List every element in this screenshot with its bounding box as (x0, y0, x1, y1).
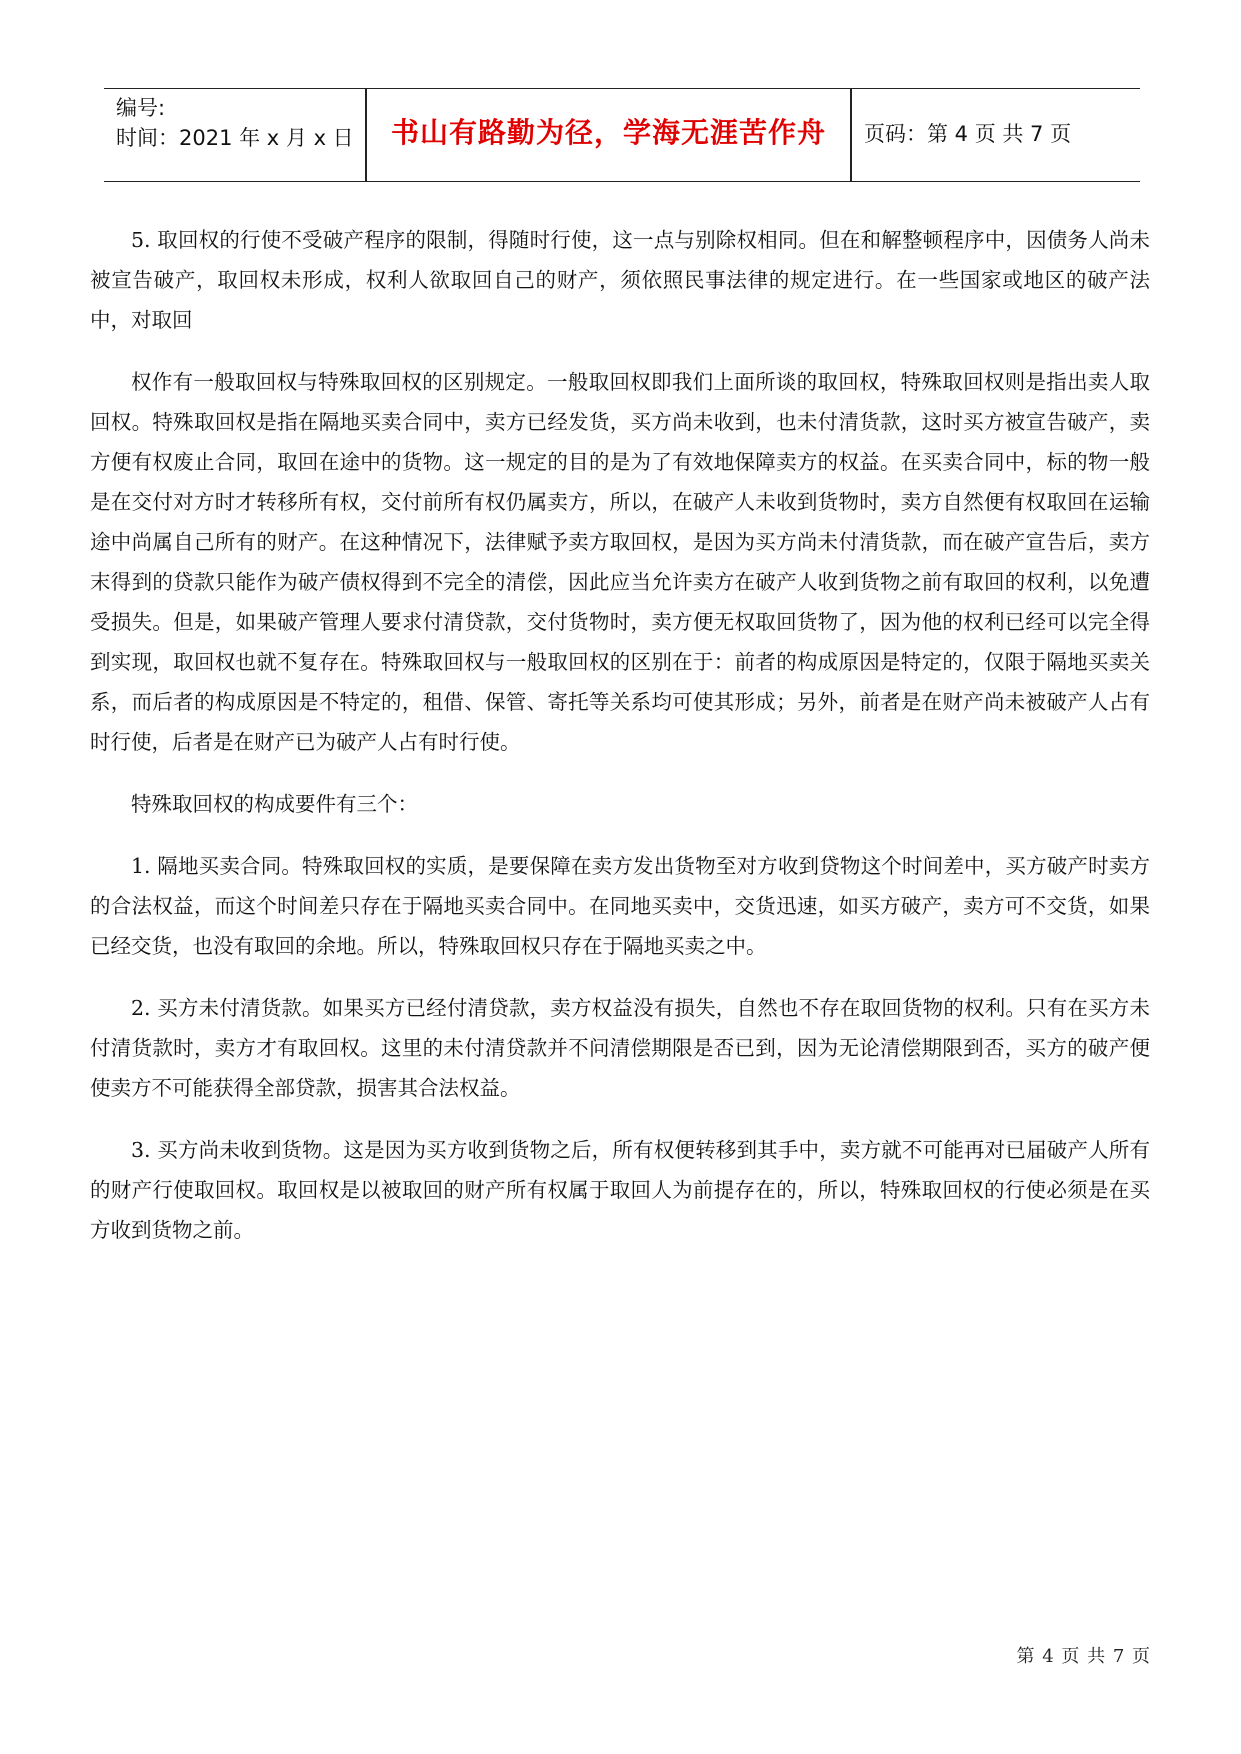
paragraph-element-2: 2. 买方未付清货款。如果买方已经付清贷款，卖方权益没有损失，自然也不存在取回货物的权利。只有在买方未付清货款时，卖方才有取回权。这里的未付清贷款并不问清偿期限是否已到，因为无论清偿期限到否，买方的破产便使卖方不可能获得全部贷款，损害其合法权益。 (90, 996, 1150, 1100)
paragraph-special-retrieval: 权作有一般取回权与特殊取回权的区别规定。一般取回权即我们上面所谈的取回权，特殊取回权则是指出卖人取回权。特殊取回权是指在隔地买卖合同中，卖方已经发货，买方尚未收到，也未付清货款，这时买方被宣告破产，卖方便有权废止合同，取回在途中的货物。这一规定的目的是为了有效地保障卖方的权益。在买卖合同中，标的物一般是在交付对方时才转移所有权，交付前所有权仍属卖方，所以，在破产人未收到货物时，卖方自然便有权取回在运输途中尚属自己所有的财产。在这种情况下，法律赋予卖方取回权，是因为买方尚未付清货款，而在破产宣告后，卖方末得到的贷款只能作为破产债权得到不完全的清偿，因此应当允许卖方在破产人收到货物之前有取回的权利，以免遭受损失。但是，如果破产管理人要求付清贷款，交付货物时，卖方便无权取回货物了，因为他的权利已经可以完全得到实现，取回权也就不复存在。特殊取回权与一般取回权的区别在于：前者的构成原因是特定的，仅限于隔地买卖关系，而后者的构成原因是不特定的，租借、保管、寄托等关系均可使其形成；另外，前者是在财产尚未被破产人占有时行使，后者是在财产已为破产人占有时行使。 (90, 370, 1150, 754)
time-label: 时间：2021 年 x 月 x 日 (116, 126, 354, 150)
paragraph-element-1: 1. 隔地买卖合同。特殊取回权的实质，是要保障在卖方发出货物至对方收到贷物这个时间差中，买方破产时卖方的合法权益，而这个时间差只存在于隔地买卖合同中。在同地买卖中，交货迅速，如买方破产，卖方可不交货，如果已经交货，也没有取回的余地。所以，特殊取回权只存在于隔地买卖之中。 (90, 854, 1150, 958)
serial-label: 编号: (116, 96, 166, 120)
header-meta (116, 93, 354, 153)
header-page-code: 页码：第 4 页 共 7 页 (864, 122, 1072, 146)
paragraph-element-3: 3. 买方尚未收到货物。这是因为买方收到货物之后，所有权便转移到其手中，卖方就不可能再对已届破产人所有的财产行使取回权。取回权是以被取回的财产所有权属于取回人为前提存在的，所以，特殊取回权的行使必须是在买方收到货物之前。 (90, 1138, 1150, 1242)
page-header (104, 88, 1140, 182)
header-motto: 书山有路勤为径，学海无涯苦作舟 (390, 116, 826, 149)
paragraph-elements-intro: 特殊取回权的构成要件有三个： (131, 792, 418, 816)
header-divider-right (850, 89, 852, 181)
page-footer: 第 4 页 共 7 页 (1016, 1646, 1151, 1667)
document-body (90, 220, 1150, 1272)
paragraph-5: 5. 取回权的行使不受破产程序的限制，得随时行使，这一点与别除权相同。但在和解整顿程序中，因债务人尚未被宣告破产，取回权未形成，权利人欲取回自己的财产，须依照民事法律的规定进行。在一些国家或地区的破产法中，对取回 (90, 228, 1150, 332)
